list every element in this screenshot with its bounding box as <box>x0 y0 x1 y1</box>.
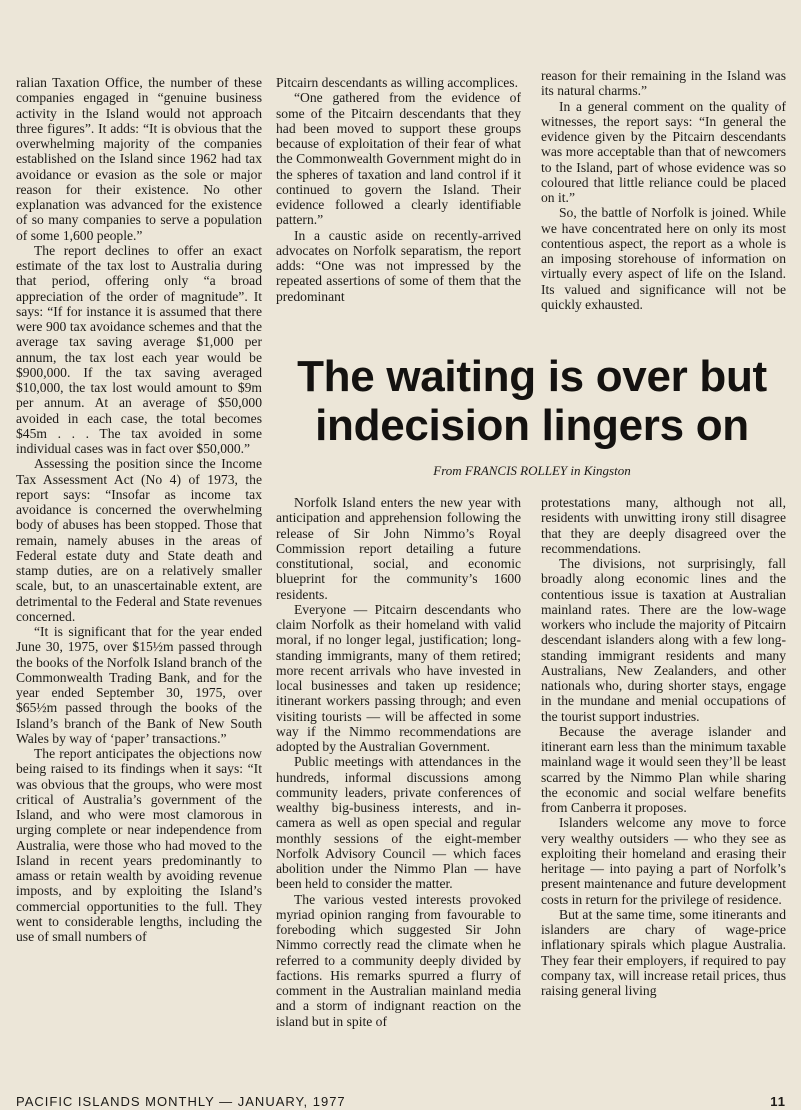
paragraph: The divisions, not surprisingly, fall broadly along economic lines and the contentious issue is taxation at Australian mainland rates. There are the low-wage workers who include the majority of Pitcairn descendant islanders along with a few long-standing immigrant residents and many Australians, New Zealanders, and other nationals who, during shorter stays, engage in the mundane and menial occupations of the tourist support industries. <box>541 556 786 724</box>
paragraph: In a caustic aside on recently-arrived advocates on Norfolk separatism, the report adds: “One was not impressed by the repeated assertions of some of them that the predominant <box>276 227 521 304</box>
paragraph: Pitcairn descendants as willing accomplices. <box>276 75 518 90</box>
publication-title: PACIFIC ISLANDS MONTHLY — JANUARY, 1977 <box>16 1094 346 1109</box>
paragraph: Because the average islander and itinerant earn less than the minimum taxable mainland wage it would seen they’ll be least scarred by the Nimmo Plan while sharing the economic and social welfare benefits from Canberra it proposes. <box>541 723 786 815</box>
paragraph: The various vested interests provoked myriad opinion ranging from favourable to foreboding which suggested Sir John Nimmo correctly read the climate when he referred to a community deeply divided by factions. His remarks spurred a flurry of comment in the Australian mainland media and a storm of indignant reaction on the island but in spite of <box>276 891 521 1029</box>
paragraph: Public meetings with attendances in the hundreds, informal discussions among community leaders, private conferences of wealthy big-business interests, and in-camera as well as open special and regular monthly sessions of the eight-member Norfolk Advisory Council — which faces abolition under the Nimmo Plan — have been held to consider the matter. <box>276 754 521 892</box>
paragraph: ralian Taxation Office, the number of these companies engaged in “genuine business activity in the Island would not approach three figures”. It adds: “It is obvious that the overwhelming majority of the companies established on the Island since 1962 had tax avoidance or evasion as the sole or major reason for their existence. No other explanation was advanced for the existence of so many companies to serve a population of some 1,600 people.” <box>16 75 262 243</box>
paragraph: The report declines to offer an exact estimate of the tax lost to Australia during that period, offering only “a broad appreciation of the order of magnitude”. It says: “If for instance it is assumed that there were 900 tax avoidance schemes and that the average tax saving average $1,000 per annum, the tax lost each year would be $900,000. If the tax saving averaged $10,000, the tax lost would amount to $9m per annum. At an average of $50,000 avoided in each case, the total becomes $45m . . . The tax avoided in some individual cases was in fact over $50,000.” <box>16 242 262 456</box>
page-number: 11 <box>770 1094 786 1109</box>
paragraph: protestations many, although not all, residents with unwitting irony still disagree that they are deeply disagreed over the recommendations. <box>541 495 786 556</box>
paragraph: The report anticipates the objections now being raised to its findings when it says: “It was obvious that the groups, who were most critical of Australia’s government of the Island, and who were most clamorous in urging complete or near independence from Australia, were those who had moved to the Island in recent years predominantly to amass or retain wealth by avoiding revenue imposts, and by exploiting the Island’s commercial opportunities to the full. They went to considerable lengths, including the use of small numbers of <box>16 746 262 944</box>
article-column-2 <box>276 75 521 347</box>
article-column-1 <box>16 75 262 1085</box>
paragraph: So, the battle of Norfolk is joined. While we have concentrated here on only its most contentious aspect, the report as a whole is an imposing storehouse of information on virtually every aspect of life on the Island. Its valued and significance will not be quickly exhausted. <box>541 205 786 312</box>
paragraph: Islanders welcome any move to force very wealthy outsiders — who they see as exploiting their homeland and erasing their heritage — into paying a part of Norfolk’s present maintenance and future development costs in return for the privilege of residence. <box>541 815 786 907</box>
byline: From FRANCIS ROLLEY in Kingston <box>433 463 631 478</box>
paragraph: reason for their remaining in the Island was its natural charms.” <box>541 68 786 99</box>
paragraph: “It is significant that for the year ended June 30, 1975, over $15½m passed through the books of the Norfolk Island branch of the Commonwealth Trading Bank, and for the year ended September 30, 1975, over $65½m passed through the books of the Island’s branch of the Bank of New South Wales by way of ‘paper’ transactions.” <box>16 624 262 746</box>
page-footer <box>16 1094 786 1110</box>
article-column-3 <box>541 68 786 347</box>
paragraph: But at the same time, some itinerants and islanders are chary of wage-price inflationary spirals which plague Australia. They fear their employers, if required to pay company tax, will increase retail prices, thus raising general living <box>541 906 786 998</box>
paragraph: “One gathered from the evidence of some of the Pitcairn descendants that they had been moved to support these groups because of exploitation of their fear of what the Commonwealth Government might do in the spheres of taxation and land control if it continued to govern the Island. Their evidence followed a clearly identifiable pattern.” <box>276 90 521 228</box>
feature-column-1 <box>276 495 521 1085</box>
feature-column-2 <box>541 495 786 1085</box>
paragraph: Everyone — Pitcairn descendants who claim Norfolk as their homeland with valid moral, if no longer legal, justification; long-standing immigrants, many of them retired; more recent arrivals who have invested in local businesses and taken up residence; itinerant workers passing through; and even visiting tourists — will be affected in some way if the Nimmo recommendations are adopted by the Australian Government. <box>276 601 521 754</box>
paragraph: Norfolk Island enters the new year with anticipation and apprehension following the release of Sir John Nimmo’s Royal Commission report detailing a future constitutional, social, and economic blueprint for the community’s 1600 residents. <box>276 495 521 602</box>
paragraph: In a general comment on the quality of witnesses, the report says: “In general the evidence given by the Pitcairn descendants was more acceptable than that of newcomers to the Island, part of whose evidence was so coloured that little reliance could be placed on it.” <box>541 98 786 205</box>
paragraph: Assessing the position since the Income Tax Assessment Act (No 4) of 1973, the report says: “Insofar as income tax avoidance is concerned the overwhelming body of abuses has been stopped. Those that remain, namely abuses in the areas of Federal estate duty and State death and stamp duties, are on a relatively smaller scale, but, to an unascertainable extent, are detrimental to the Federal and State revenues concerned. <box>16 456 262 624</box>
feature-headline: The waiting is over but indecision lingers on <box>297 352 767 450</box>
